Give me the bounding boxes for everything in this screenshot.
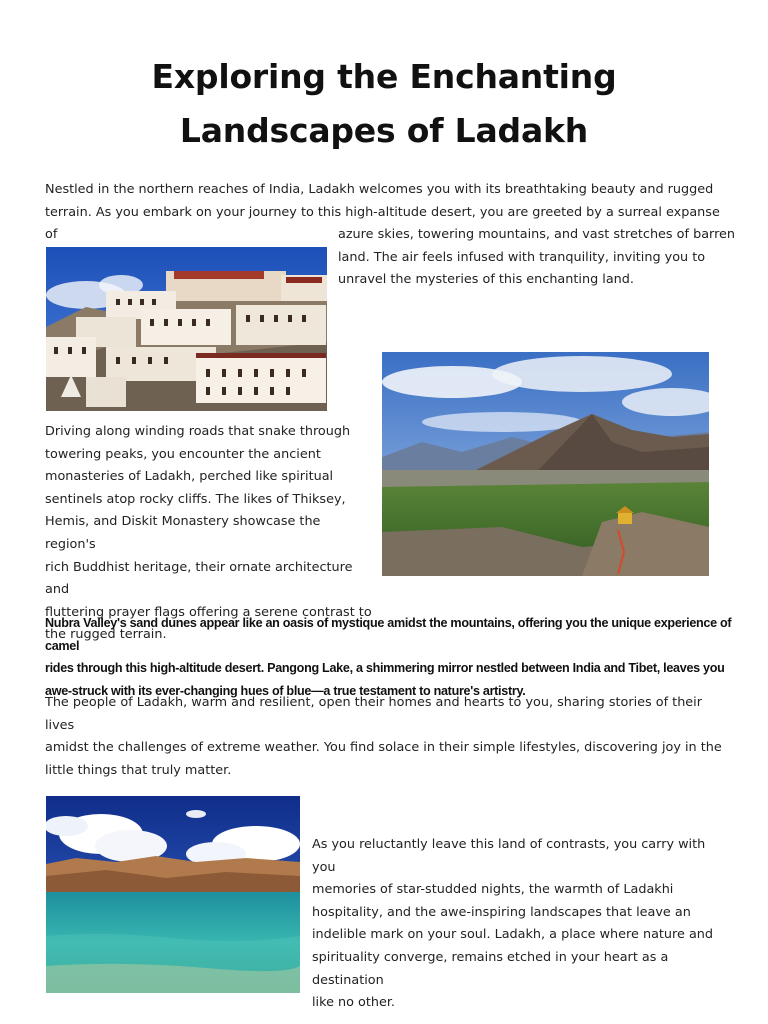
people-line: The people of Ladakh, warm and resilient, open their homes and hearts to you, sharing stories of their lives (45, 695, 702, 733)
intro-line: unravel the mysteries of this enchanting land. (338, 272, 634, 288)
monasteries-line: sentinels atop rocky cliffs. The likes of Thiksey, (45, 491, 346, 507)
nubra-line: Nubra Valley's sand dunes appear like an oasis of mystique amidst the mountains, offering you the unique experience of camel (45, 616, 732, 653)
people-paragraph (45, 692, 735, 782)
farewell-line: memories of star-studded nights, the warmth of Ladakhi (312, 882, 674, 898)
intro-paragraph-continued (338, 224, 738, 292)
valley-photo (382, 352, 709, 576)
monastery-photo (46, 247, 327, 411)
farewell-line: like no other. (312, 995, 395, 1011)
farewell-line: spirituality converge, remains etched in your heart as a destination (312, 949, 669, 988)
nubra-line: awe-struck with its ever-changing hues of blue—a true testament to nature's artistry. (45, 683, 526, 698)
intro-line: azure skies, towering mountains, and vast stretches of barren (338, 227, 736, 242)
monasteries-line: Driving along winding roads that snake through (45, 424, 351, 439)
monasteries-line: fluttering prayer flags offering a serene contrast to (45, 604, 372, 620)
people-line: amidst the challenges of extreme weather. You find solace in their simple lifestyles, discovering joy in the (45, 740, 722, 756)
monasteries-line: the rugged terrain. (45, 627, 167, 643)
intro-line: Nestled in the northern reaches of India, Ladakh welcomes you with its breathtaking beauty and rugged (45, 182, 714, 197)
nubra-paragraph (45, 612, 740, 702)
intro-line: land. The air feels infused with tranquility, inviting you to (338, 249, 706, 265)
farewell-paragraph (312, 834, 732, 1015)
page-title: Exploring the Enchanting Landscapes of Ladakh (151, 57, 617, 150)
intro-line: terrain. As you embark on your journey to this high-altitude desert, you are greeted by a surreal expanse of (45, 204, 720, 243)
nubra-line: rides through this high-altitude desert. Pangong Lake, a shimmering mirror nestled between India and Tibet, leaves you (45, 661, 725, 676)
monasteries-line: towering peaks, you encounter the ancient (45, 446, 321, 462)
monasteries-line: monasteries of Ladakh, perched like spiritual (45, 469, 334, 485)
monasteries-line: rich Buddhist heritage, their ornate architecture and (45, 559, 353, 598)
farewell-line: indelible mark on your soul. Ladakh, a place where nature and (312, 927, 714, 943)
farewell-line: hospitality, and the awe-inspiring landscapes that leave an (312, 904, 691, 920)
monasteries-line: Hemis, and Diskit Monastery showcase the region's (45, 514, 321, 552)
lake-photo (46, 796, 300, 993)
farewell-line: As you reluctantly leave this land of contrasts, you carry with you (312, 837, 706, 875)
people-line: little things that truly matter. (45, 762, 232, 778)
